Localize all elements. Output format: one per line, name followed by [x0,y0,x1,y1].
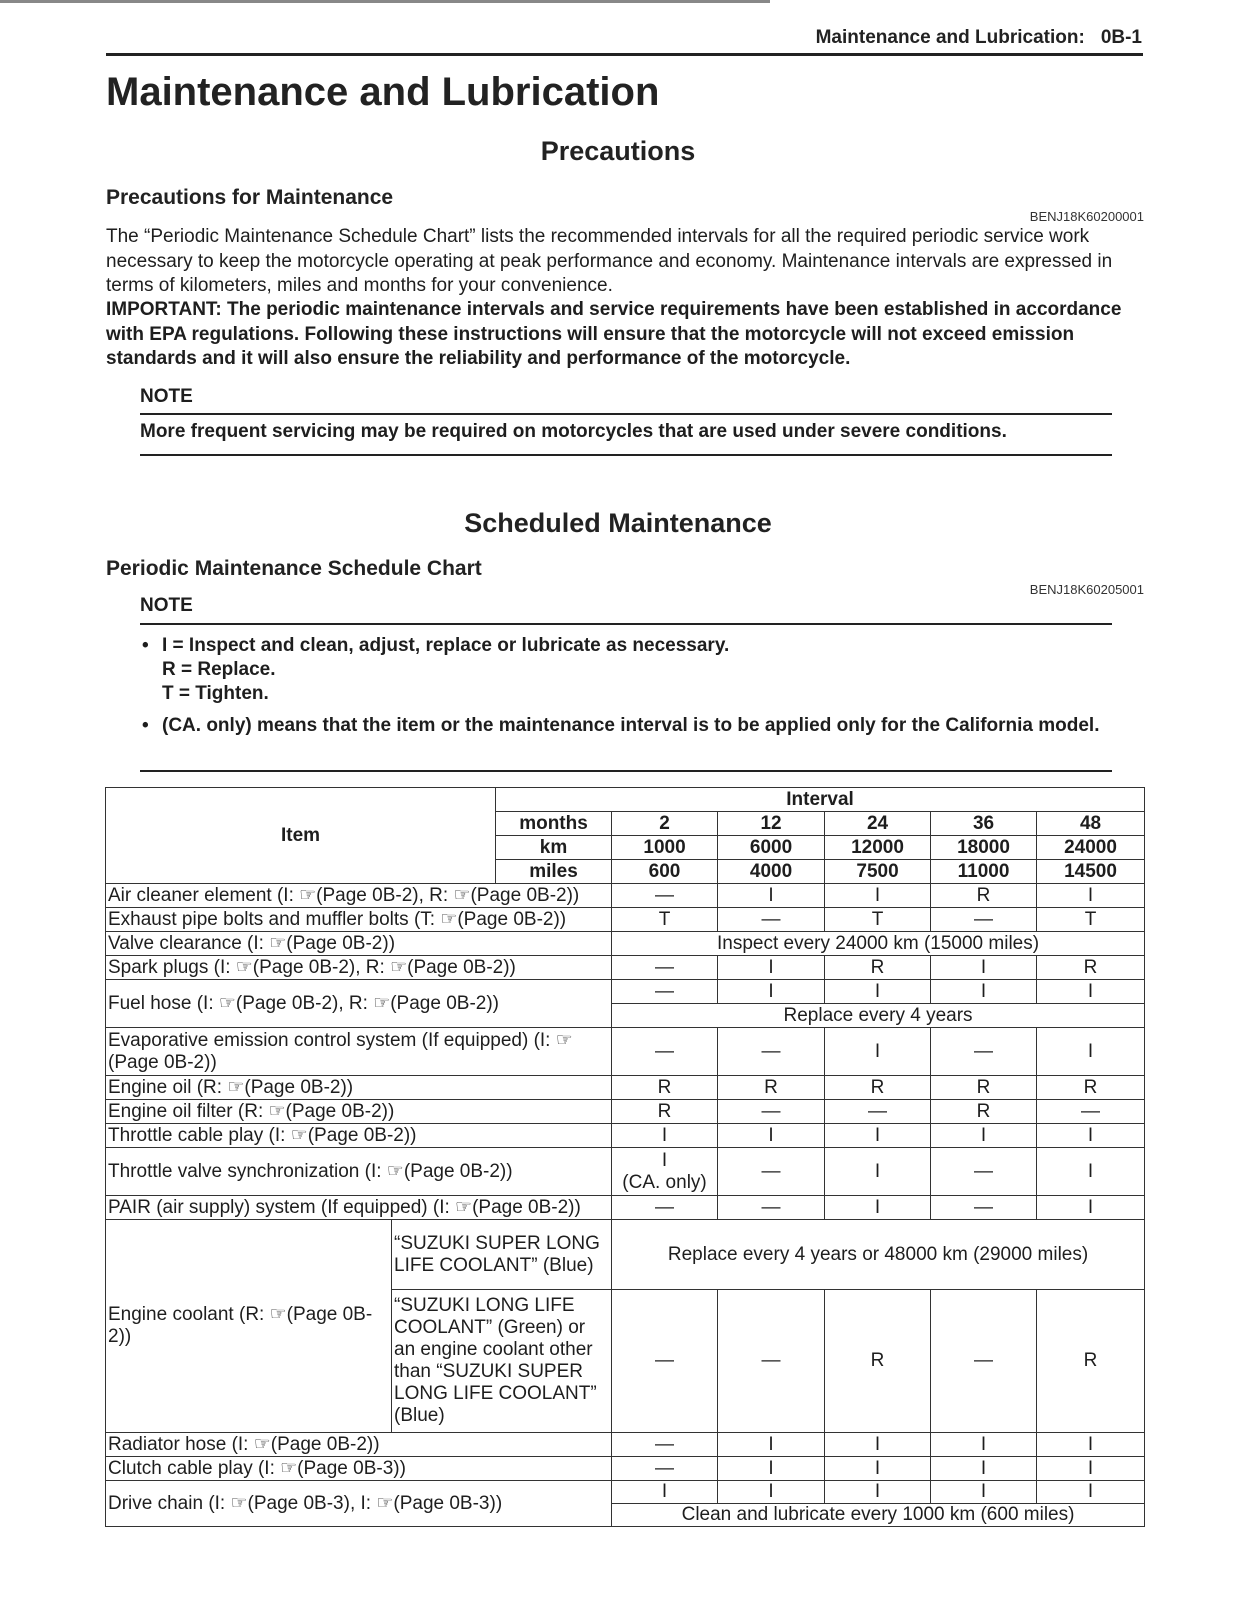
fuel-hose-replace-span: Replace every 4 years [612,1004,1145,1028]
note-rule-bottom [140,454,1112,456]
table-row: PAIR (air supply) system (If equipped) (I: ☞(Page 0B-2)) — — I — I [106,1196,1145,1220]
row-label-spark: Spark plugs (I: ☞(Page 0B-2), R: ☞(Page 0B-2)) [106,956,612,980]
row-label-exhaust: Exhaust pipe bolts and muffler bolts (T: ☞(Page 0B-2)) [106,908,612,932]
schedule-subheading: Periodic Maintenance Schedule Chart [106,557,482,580]
row-label-radiator: Radiator hose (I: ☞(Page 0B-2)) [106,1433,612,1457]
schedule-note-rule-top [140,623,1112,625]
note-label: NOTE [140,386,193,407]
important-notice: IMPORTANT: The periodic maintenance intervals and service requirements have been established in accordance with EPA regulations. Following these instructions will ensure that the motorcycle will not exceed emission standards and it will also ensure the reliability and performance of the motorcycle. [106,299,1122,369]
table-row: Engine oil (R: ☞(Page 0B-2)) R R R R R [106,1076,1145,1100]
km-label: km [496,836,612,860]
table-row: Air cleaner element (I: ☞(Page 0B-2), R: ☞(Page 0B-2)) — I I R I [106,884,1145,908]
interval-header: Interval [496,788,1145,812]
note-text: More frequent servicing may be required on motorcycles that are used under severe conditions. [140,421,1007,442]
scheduled-heading: Scheduled Maintenance [464,508,772,538]
ca-only-note: • (CA. only) means that the item or the maintenance interval is to be applied only for the California model. [140,714,1112,738]
table-row: Throttle valve synchronization (I: ☞(Page 0B-2)) I (CA. only) — I — I [106,1148,1145,1196]
table-row: Exhaust pipe bolts and muffler bolts (T: ☞(Page 0B-2)) T — T — T [106,908,1145,932]
header-rule [106,53,1143,56]
row-label-oil-filter: Engine oil filter (R: ☞(Page 0B-2)) [106,1100,612,1124]
schedule-note-rule-bottom [140,770,1112,772]
schedule-note-label: NOTE [140,595,193,616]
page-title: Maintenance and Lubrication [106,70,660,114]
page-number: 0B-1 [1100,27,1142,48]
table-row [106,1220,1145,1290]
row-label-clutch: Clutch cable play (I: ☞(Page 0B-3)) [106,1457,612,1481]
row-label-pair: PAIR (air supply) system (If equipped) (I: ☞(Page 0B-2)) [106,1196,612,1220]
legend-list [140,634,1112,746]
row-label-throttle-sync: Throttle valve synchronization (I: ☞(Page 0B-2)) [106,1148,612,1196]
coolant-super-span: Replace every 4 years or 48000 km (29000 miles) [612,1220,1145,1290]
table-row [106,932,1145,956]
table-row: miles 600 4000 7500 11000 14500 [106,860,1145,884]
row-label-engine-oil: Engine oil (R: ☞(Page 0B-2)) [106,1076,612,1100]
row-label-air-cleaner: Air cleaner element (I: ☞(Page 0B-2), R: ☞(Page 0B-2)) [106,884,612,908]
maintenance-schedule-table [105,787,1145,1527]
precautions-code: BENJ18K60200001 [1029,209,1144,224]
row-label-valve: Valve clearance (I: ☞(Page 0B-2)) [106,932,612,956]
coolant-other-label: “SUZUKI LONG LIFE COOLANT” (Green) or an engine coolant other than “SUZUKI SUPER LONG LIFE COOLANT” (Blue) [392,1290,612,1433]
precautions-subheading: Precautions for Maintenance [106,186,394,209]
legend-item: • I = Inspect and clean, adjust, replace or lubricate as necessary. R = Replace. T = Tighten. [140,634,1112,706]
row-label-coolant: Engine coolant (R: ☞(Page 0B-2)) [106,1220,392,1433]
note-rule-top [140,413,1112,415]
row-label-drive-chain: Drive chain (I: ☞(Page 0B-3), I: ☞(Page 0B-3)) [106,1481,612,1527]
running-header [816,27,1142,49]
table-row: months 2 12 24 36 48 [106,812,1145,836]
table-row [106,788,1145,812]
row-label-throttle-cable: Throttle cable play (I: ☞(Page 0B-2)) [106,1124,612,1148]
schedule-code: BENJ18K60205001 [1029,582,1144,597]
table-row: Clutch cable play (I: ☞(Page 0B-3)) — I I I I [106,1457,1145,1481]
table-row: km 1000 6000 12000 18000 24000 [106,836,1145,860]
precautions-intro: The “Periodic Maintenance Schedule Chart” lists the recommended intervals for all the required periodic service work necessary to keep the motorcycle operating at peak performance and economy. Maintenance intervals are expressed in terms of kilometers, miles and months for your convenience. [106,226,1113,296]
table-row: Radiator hose (I: ☞(Page 0B-2)) — I I I I [106,1433,1145,1457]
table-row: Fuel hose (I: ☞(Page 0B-2), R: ☞(Page 0B-2)) — I I I I [106,980,1145,1004]
miles-label: miles [496,860,612,884]
table-row: Engine oil filter (R: ☞(Page 0B-2)) R — — R — [106,1100,1145,1124]
table-row: Evaporative emission control system (If equipped) (I: ☞(Page 0B-2)) — — I — I [106,1028,1145,1076]
coolant-super-label: “SUZUKI SUPER LONG LIFE COOLANT” (Blue) [392,1220,612,1290]
months-label: months [496,812,612,836]
valve-interval-span: Inspect every 24000 km (15000 miles) [612,932,1145,956]
row-label-evap: Evaporative emission control system (If equipped) (I: ☞(Page 0B-2)) [106,1028,612,1076]
table-row: “SUZUKI LONG LIFE COOLANT” (Green) or an engine coolant other than “SUZUKI SUPER LONG LIFE COOLANT” (Blue) — — R — R [106,1290,1145,1433]
table-row: Drive chain (I: ☞(Page 0B-3), I: ☞(Page 0B-3)) I I I I I [106,1481,1145,1504]
top-edge-rule [0,0,770,3]
throttle-sync-first: I (CA. only) [612,1148,718,1196]
running-title: Maintenance and Lubrication: [815,27,1085,48]
row-label-fuel-hose: Fuel hose (I: ☞(Page 0B-2), R: ☞(Page 0B-2)) [106,980,612,1028]
table-row: Spark plugs (I: ☞(Page 0B-2), R: ☞(Page 0B-2)) — I R I R [106,956,1145,980]
precautions-heading: Precautions [540,136,696,166]
table-row: Throttle cable play (I: ☞(Page 0B-2)) I I I I I [106,1124,1145,1148]
item-header: Item [106,788,496,884]
drive-chain-lube-span: Clean and lubricate every 1000 km (600 miles) [612,1504,1145,1527]
